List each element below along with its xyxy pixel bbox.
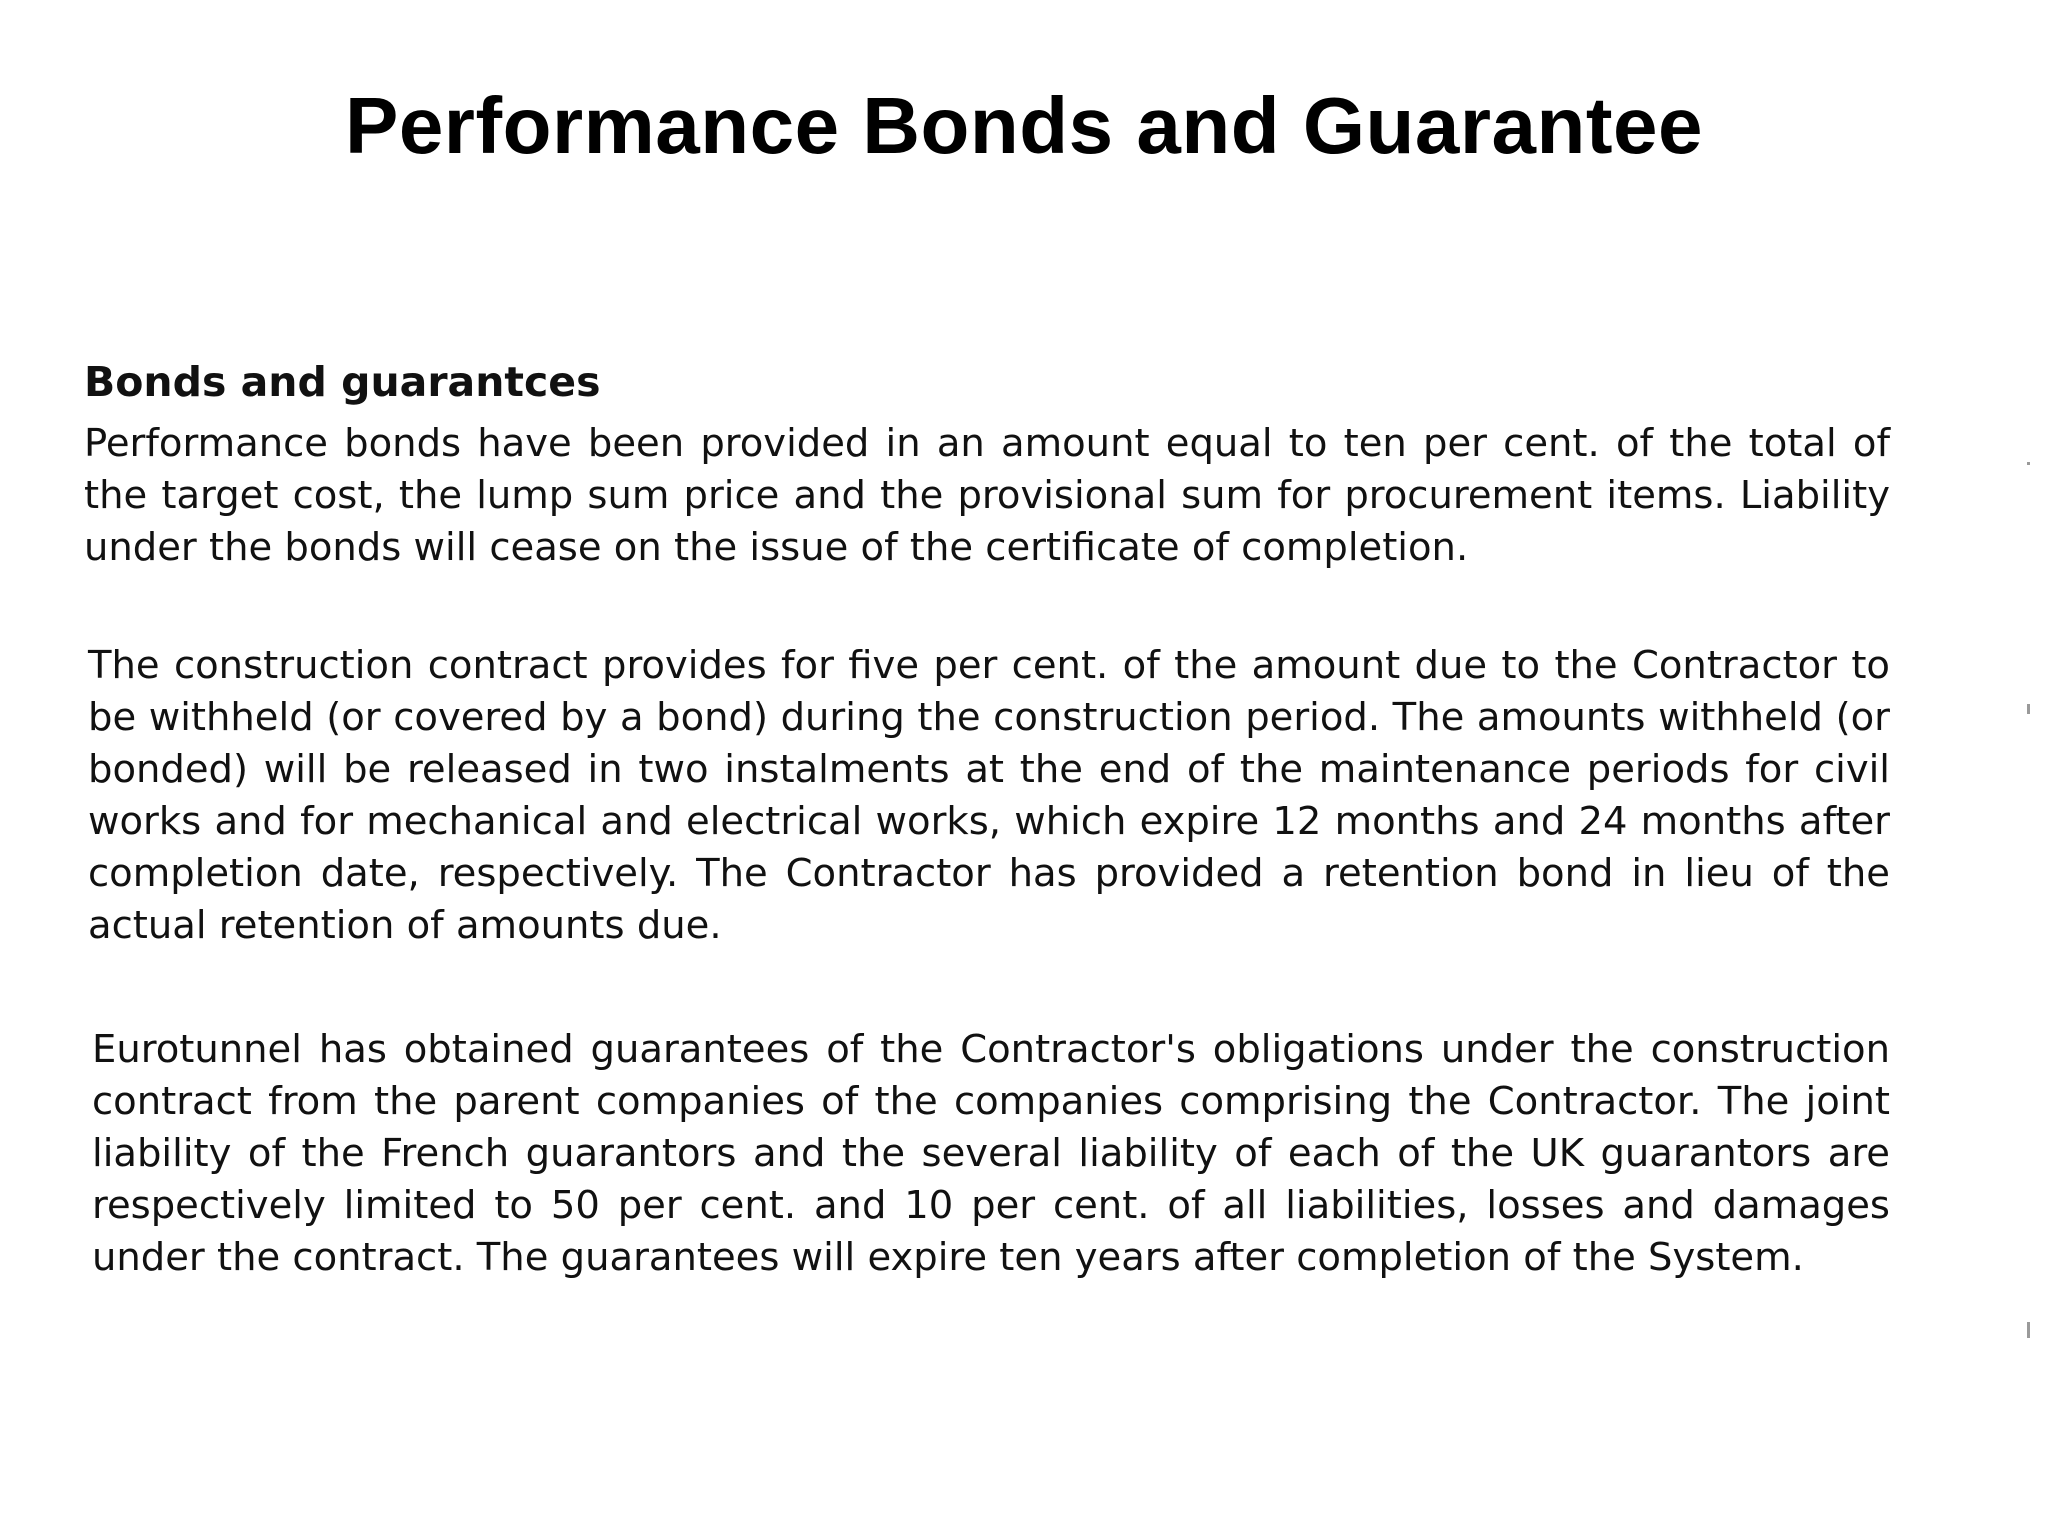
scan-speck [2027, 1322, 2030, 1338]
excerpt-heading: Bonds and guarantces [84, 358, 601, 406]
slide-title: Performance Bonds and Guarantee [344, 81, 1704, 170]
scanned-document-excerpt [82, 352, 1890, 1284]
paragraph-performance-bonds: Performance bonds have been provided in an amount equal to ten per cent. of the total of the target cost, the lump sum price and the provisional sum for procurement items. Liability under the bonds will cease on the issue of the certificate of completion. [84, 421, 1890, 570]
scan-speck [2027, 462, 2030, 465]
paragraph-retention: The construction contract provides for five per cent. of the amount due to the Contractor to be withheld (or covered by a bond) during the construction period. The amounts withheld (or bonded) will be released in two instalments at the end of the maintenance periods for civil works and for mechanical and electrical works, which expire 12 months and 24 months after completion date, respectively. The Contractor has provided a retention bond in lieu of the actual retention of amounts due. [88, 643, 1890, 948]
paragraph-parent-guarantees: Eurotunnel has obtained guarantees of the Contractor's obligations under the construction contract from the parent companies of the companies comprising the Contractor. The joint liability of the French guarantors and the several liability of each of the UK guarantors are respectively limited to 50 per cent. and 10 per cent. of all liabilities, losses and damages under the contract. The guarantees will expire ten years after completion of the System. [92, 1027, 1890, 1280]
scan-speck [2027, 704, 2030, 714]
